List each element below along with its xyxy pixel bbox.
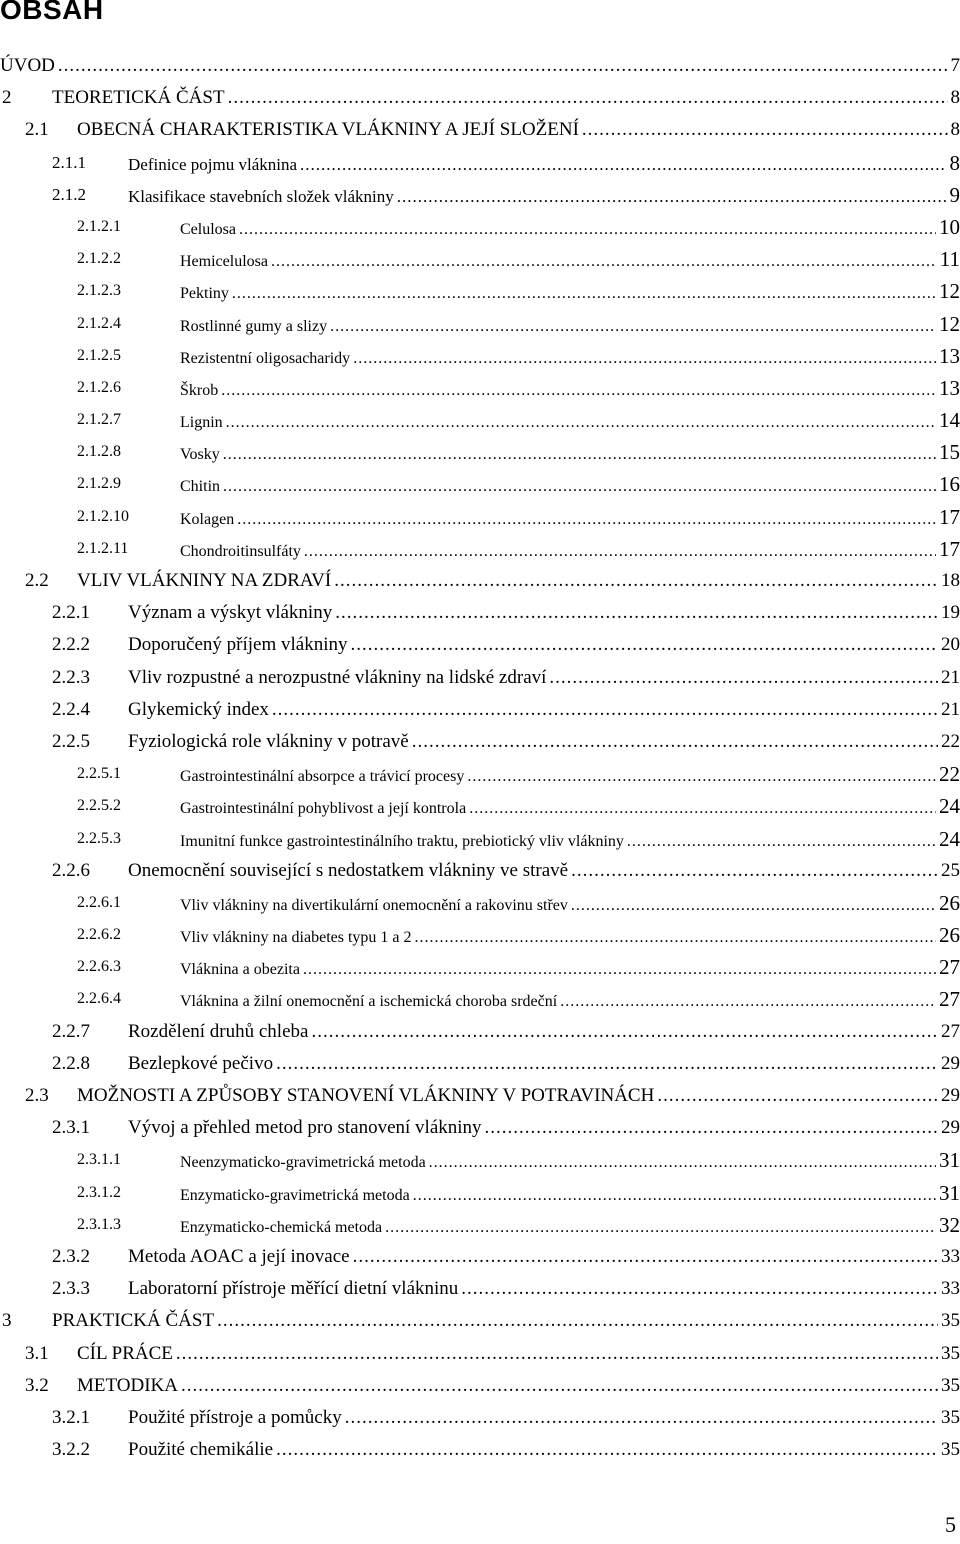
toc-entry-title: Imunitní funkce gastrointestinálního traktu, prebiotický vliv vlákniny [180, 832, 624, 850]
dot-leader [221, 375, 936, 407]
toc-entry[interactable] [0, 887, 960, 919]
dot-leader [311, 1016, 938, 1048]
toc-entry[interactable] [0, 308, 960, 340]
toc-entry-line [0, 243, 960, 278]
toc-entry-line [0, 179, 960, 213]
toc-entry-title: Kolagen [180, 510, 235, 528]
toc-entry-page: 11 [939, 247, 960, 272]
toc-entry-title: Gastrointestinální pohyblivost a její kontrola [180, 800, 467, 818]
toc-entry-line [0, 147, 960, 181]
toc-entry[interactable] [0, 597, 960, 629]
toc-entry-line [0, 404, 960, 439]
toc-entry-line [0, 790, 960, 825]
toc-entry-number: 2.3.1.1 [77, 1151, 121, 1169]
toc-entry-title: Lignin [180, 414, 223, 432]
toc-entry-page: 35 [941, 1342, 960, 1364]
dot-leader [351, 629, 938, 661]
toc-entry-line [0, 1273, 960, 1305]
toc-entry-line [0, 629, 960, 661]
toc-entry[interactable] [0, 1273, 960, 1305]
dot-leader [276, 1048, 938, 1080]
toc-entry-line [0, 1209, 960, 1244]
dot-leader [223, 439, 936, 471]
dot-leader [239, 214, 936, 246]
toc-entry-page: 18 [941, 570, 960, 591]
toc-entry-page: 16 [939, 472, 960, 497]
toc-entry-number: 2.3.3 [52, 1278, 90, 1300]
toc-entry-number: 2.2 [25, 570, 49, 591]
toc-entry-line [0, 1338, 960, 1370]
dot-leader [232, 278, 936, 310]
toc-entry-page: 31 [939, 1148, 960, 1173]
dot-leader [549, 662, 938, 694]
toc-entry-number: 2.2.5 [52, 730, 90, 752]
toc-entry-page: 29 [941, 1052, 960, 1074]
toc-entry-line [0, 1434, 960, 1466]
dot-leader [571, 855, 938, 887]
toc-entry-title: Definice pojmu vláknina [128, 154, 298, 174]
toc-entry-page: 13 [939, 343, 960, 368]
toc-entry-line [0, 1112, 960, 1144]
toc-entry[interactable] [0, 82, 960, 114]
toc-entry-line [0, 308, 960, 343]
dot-leader [461, 1273, 938, 1305]
toc-entry[interactable] [0, 1048, 960, 1080]
dot-leader [627, 826, 936, 858]
toc-entry-number: 2.1.2.5 [77, 346, 121, 364]
toc-entry-page: 35 [941, 1310, 960, 1332]
toc-entry-line [0, 275, 960, 310]
toc-entry[interactable] [0, 1177, 960, 1209]
dot-leader [429, 1147, 936, 1179]
toc-entry-line [0, 887, 960, 922]
toc-entry[interactable] [0, 436, 960, 468]
dot-leader [353, 1241, 938, 1273]
toc-entry[interactable] [0, 823, 960, 855]
dot-leader [272, 694, 938, 726]
toc-entry-page: 8 [949, 150, 960, 175]
toc-entry-title: Vývoj a přehled metod pro stanovení vlákniny [128, 1117, 482, 1139]
toc-entry-line [0, 1370, 960, 1402]
toc-entry-number: 2.2.6.3 [77, 958, 121, 976]
toc-entry-number: 2.2.6.2 [77, 926, 121, 944]
toc-entry[interactable] [0, 951, 960, 983]
dot-leader [226, 407, 936, 439]
toc-entry-number: 2 [2, 87, 12, 109]
toc-entry-number: 2.2.6.4 [77, 990, 121, 1008]
toc-entry-number: 2.1.2 [52, 184, 86, 204]
toc-entry[interactable] [0, 694, 960, 726]
toc-entry-line [0, 694, 960, 726]
toc-entry-title: Doporučený příjem vlákniny [128, 634, 348, 656]
toc-entry[interactable] [0, 1209, 960, 1241]
toc-entry[interactable] [0, 50, 960, 82]
toc-entry-page: 26 [939, 923, 960, 948]
toc-entry[interactable] [0, 1080, 960, 1112]
dot-leader [181, 1370, 938, 1402]
toc-entry-page: 17 [939, 536, 960, 561]
toc-entry-number: 3.2.2 [52, 1439, 90, 1461]
toc-entry-title: Vliv vlákniny na divertikulární onemocnění a rakovinu střev [180, 896, 568, 914]
dot-leader [353, 343, 936, 375]
toc-entry[interactable] [0, 468, 960, 500]
toc-entry-title: Glykemický index [128, 698, 269, 720]
toc-entry-page: 21 [941, 666, 960, 688]
toc-entry-number: ÚVOD [0, 55, 55, 76]
toc-entry-title: Enzymaticko-chemická metoda [180, 1218, 383, 1236]
toc-entry-title: Chitin [180, 478, 221, 496]
toc-entry-number: 3.1 [25, 1342, 49, 1364]
toc-entry-page: 8 [950, 87, 960, 109]
toc-entry[interactable] [0, 1305, 960, 1337]
toc-entry[interactable] [0, 372, 960, 404]
toc-entry-line [0, 1305, 960, 1337]
dot-leader [385, 1212, 936, 1244]
toc-entry-line [0, 662, 960, 694]
toc-entry-page: 26 [939, 890, 960, 915]
toc-entry[interactable] [0, 983, 960, 1015]
toc-entry-line [0, 50, 960, 82]
toc-entry-line [0, 1402, 960, 1434]
dot-leader [415, 922, 936, 954]
toc-entry-number: 2.1 [25, 119, 49, 141]
dot-leader [304, 536, 936, 568]
toc-entry[interactable] [0, 855, 960, 887]
dot-leader [469, 793, 936, 825]
toc-entry-title: Chondroitinsulfáty [180, 542, 301, 560]
toc-entry-number: 2.2.4 [52, 698, 90, 720]
toc-entry-page: 13 [939, 375, 960, 400]
toc-entry-number: 2.2.3 [52, 666, 90, 688]
toc-entry-title: Laboratorní přístroje měřící dietní vlákninu [128, 1278, 459, 1300]
toc-entry-number: 2.3.1 [52, 1117, 90, 1139]
toc-entry-page: 8 [950, 119, 960, 141]
toc-entry-title: Rezistentní oligosacharidy [180, 349, 351, 367]
toc-entry-number: 2.1.2.1 [77, 217, 121, 235]
toc-entry-page: 35 [941, 1406, 960, 1428]
dot-leader [176, 1338, 938, 1370]
toc-entry-page: 32 [939, 1212, 960, 1237]
toc-entry-number: 2.3 [25, 1085, 49, 1106]
toc-entry-number: 2.1.2.8 [77, 443, 121, 461]
toc-entry-page: 21 [941, 698, 960, 720]
page-title: OBSAH [0, 0, 104, 25]
toc-entry-title: Klasifikace stavebních složek vlákniny [128, 186, 394, 206]
toc-entry-number: 3.2 [25, 1374, 49, 1396]
toc-entry-number: 2.1.2.9 [77, 475, 121, 493]
toc-entry-number: 2.2.6 [52, 859, 90, 881]
toc-entry-page: 22 [939, 762, 960, 787]
page-number: 5 [945, 1512, 956, 1537]
toc-entry[interactable] [0, 726, 960, 758]
toc-entry-line [0, 114, 960, 146]
toc-entry-line [0, 919, 960, 954]
toc-entry-title: Bezlepkové pečivo [128, 1052, 274, 1074]
toc-entry-line [0, 1048, 960, 1080]
toc-entry[interactable] [0, 662, 960, 694]
toc-entry-line [0, 823, 960, 858]
toc-entry-number: 2.3.1.3 [77, 1215, 121, 1233]
toc-entry-page: 24 [939, 794, 960, 819]
toc-entry-title: Vláknina a žilní onemocnění a ischemická choroba srdeční [180, 993, 558, 1011]
toc-entry-number: 2.2.8 [52, 1052, 90, 1074]
toc-entry-page: 35 [941, 1439, 960, 1461]
toc-entry-title: Vliv vlákniny na diabetes typu 1 a 2 [180, 929, 412, 947]
toc-entry[interactable] [0, 404, 960, 436]
toc-entry-number: 2.1.2.11 [77, 539, 129, 557]
table-of-contents [0, 50, 960, 1466]
toc-entry-line [0, 82, 960, 114]
toc-entry-title: Fyziologická role vlákniny v potravě [128, 730, 409, 752]
toc-entry-line [0, 855, 960, 887]
toc-entry-page: 14 [939, 408, 960, 433]
toc-entry-page: 10 [939, 214, 960, 239]
toc-entry[interactable] [0, 1241, 960, 1273]
toc-entry-number: 2.2.2 [52, 634, 90, 656]
toc-entry-title: Enzymaticko-gravimetrická metoda [180, 1186, 410, 1204]
toc-entry[interactable] [0, 919, 960, 951]
toc-entry-page: 12 [939, 311, 960, 336]
dot-leader [303, 954, 936, 986]
toc-entry-title: METODIKA [77, 1374, 178, 1396]
toc-entry-page: 29 [941, 1117, 960, 1139]
toc-entry-page: 33 [941, 1278, 960, 1300]
toc-entry-title: TEORETICKÁ ČÁST [52, 87, 225, 109]
toc-entry-title: Použité chemikálie [128, 1439, 274, 1461]
toc-entry-page: 27 [941, 1020, 960, 1042]
dot-leader [560, 986, 936, 1018]
toc-entry-title: Vliv rozpustné a nerozpustné vlákniny na lidské zdraví [128, 666, 547, 688]
toc-entry-line [0, 1241, 960, 1273]
toc-entry-title: VLIV VLÁKNINY NA ZDRAVÍ [77, 570, 332, 591]
dot-leader [237, 504, 936, 536]
toc-entry-line [0, 468, 960, 503]
toc-entry-title: Pektiny [180, 285, 229, 303]
toc-entry-line [0, 951, 960, 986]
dot-leader [413, 1180, 936, 1212]
toc-entry-line [0, 726, 960, 758]
toc-entry-line [0, 436, 960, 471]
toc-entry-page: 25 [941, 859, 960, 881]
toc-entry[interactable] [0, 275, 960, 307]
toc-entry-page: 27 [939, 955, 960, 980]
toc-entry-title: Rozdělení druhů chleba [128, 1020, 309, 1042]
dot-leader [334, 565, 938, 597]
toc-entry-page: 33 [941, 1245, 960, 1267]
toc-entry-number: 2.3.1.2 [77, 1183, 121, 1201]
toc-entry-page: 20 [941, 634, 960, 656]
toc-entry-line [0, 597, 960, 629]
toc-entry-title: Použité přístroje a pomůcky [128, 1406, 342, 1428]
toc-entry[interactable] [0, 340, 960, 372]
toc-entry[interactable] [0, 147, 960, 179]
toc-entry-number: 2.2.1 [52, 602, 90, 624]
toc-entry-line [0, 1177, 960, 1212]
toc-entry-page: 17 [939, 504, 960, 529]
toc-entry-title: Celulosa [180, 220, 236, 238]
toc-entry-page: 22 [941, 730, 960, 752]
toc-entry-number: 2.3.2 [52, 1245, 90, 1267]
toc-entry-page: 7 [950, 55, 960, 76]
toc-entry-number: 2.1.2.3 [77, 282, 121, 300]
toc-entry[interactable] [0, 114, 960, 146]
toc-entry[interactable] [0, 565, 960, 597]
toc-entry-line [0, 340, 960, 375]
toc-entry-title: PRAKTICKÁ ČÁST [52, 1310, 215, 1332]
toc-entry-number: 2.1.2.10 [77, 507, 129, 525]
toc-entry-page: 19 [941, 602, 960, 624]
toc-entry-title: CÍL PRÁCE [77, 1342, 173, 1364]
dot-leader [485, 1112, 938, 1144]
toc-entry-number: 2.1.2.7 [77, 411, 121, 429]
dot-leader [412, 726, 938, 758]
toc-entry-number: 3.2.1 [52, 1406, 90, 1428]
dot-leader [217, 1305, 938, 1337]
toc-entry[interactable] [0, 790, 960, 822]
dot-leader [345, 1402, 938, 1434]
toc-entry[interactable] [0, 1402, 960, 1434]
toc-entry-page: 15 [939, 440, 960, 465]
toc-entry-number: 2.1.1 [52, 152, 86, 172]
toc-entry-page: 12 [939, 279, 960, 304]
toc-entry-line [0, 1016, 960, 1048]
toc-entry-line [0, 533, 960, 568]
toc-entry-number: 2.2.7 [52, 1020, 90, 1042]
toc-entry-page: 29 [941, 1085, 960, 1106]
toc-entry-line [0, 1080, 960, 1112]
dot-leader [58, 50, 948, 82]
dot-leader [228, 82, 948, 114]
toc-entry-page: 35 [941, 1374, 960, 1396]
toc-entry-title: Význam a výskyt vlákniny [128, 602, 333, 624]
toc-entry-number: 3 [2, 1310, 12, 1332]
toc-entry-number: 2.2.5.2 [77, 797, 121, 815]
toc-entry[interactable] [0, 1144, 960, 1176]
dot-leader [223, 471, 936, 503]
toc-entry-line [0, 1144, 960, 1179]
toc-entry-number: 2.2.6.1 [77, 893, 121, 911]
dot-leader [467, 761, 936, 793]
dot-leader [271, 246, 937, 278]
toc-entry-title: Metoda AOAC a její inovace [128, 1245, 350, 1267]
toc-entry-page: 31 [939, 1180, 960, 1205]
toc-entry[interactable] [0, 533, 960, 565]
dot-leader [335, 597, 938, 629]
dot-leader [657, 1080, 938, 1112]
toc-entry-title: MOŽNOSTI A ZPŮSOBY STANOVENÍ VLÁKNINY V POTRAVINÁCH [77, 1085, 655, 1106]
toc-entry[interactable] [0, 243, 960, 275]
toc-entry[interactable] [0, 179, 960, 211]
toc-entry-line [0, 501, 960, 536]
toc-entry-line [0, 758, 960, 793]
toc-entry-line [0, 372, 960, 407]
toc-entry[interactable] [0, 758, 960, 790]
toc-entry-page: 24 [939, 826, 960, 851]
toc-entry[interactable] [0, 1434, 960, 1466]
toc-entry-title: Neenzymaticko-gravimetrická metoda [180, 1154, 426, 1172]
dot-leader [276, 1434, 938, 1466]
dot-leader [300, 149, 946, 181]
toc-entry-title: Gastrointestinální absorpce a trávicí procesy [180, 768, 465, 786]
toc-entry[interactable] [0, 1112, 960, 1144]
dot-leader [330, 311, 936, 343]
toc-entry-number: 2.1.2.2 [77, 250, 121, 268]
toc-entry-page: 9 [949, 182, 960, 207]
toc-entry-title: Onemocnění související s nedostatkem vlákniny ve stravě [128, 859, 569, 881]
toc-entry[interactable] [0, 211, 960, 243]
toc-entry-title: Vosky [180, 446, 220, 464]
toc-entry-number: 2.1.2.4 [77, 314, 121, 332]
toc-entry[interactable] [0, 629, 960, 661]
toc-entry-number: 2.2.5.1 [77, 765, 121, 783]
toc-entry-title: Škrob [180, 381, 219, 399]
toc-entry-line [0, 565, 960, 597]
toc-entry-line [0, 983, 960, 1018]
toc-entry-title: OBECNÁ CHARAKTERISTIKA VLÁKNINY A JEJÍ SLOŽENÍ [77, 119, 579, 141]
toc-entry-page: 27 [939, 987, 960, 1012]
toc-entry[interactable] [0, 501, 960, 533]
dot-leader [571, 890, 936, 922]
toc-entry[interactable] [0, 1016, 960, 1048]
toc-entry[interactable] [0, 1338, 960, 1370]
toc-entry-title: Vláknina a obezita [180, 961, 300, 979]
toc-entry-title: Rostlinné gumy a slizy [180, 317, 328, 335]
toc-entry[interactable] [0, 1370, 960, 1402]
toc-entry-title: Hemicelulosa [180, 253, 268, 271]
dot-leader [582, 114, 948, 146]
toc-entry-number: 2.1.2.6 [77, 378, 121, 396]
toc-entry-line [0, 211, 960, 246]
dot-leader [397, 181, 947, 213]
toc-entry-number: 2.2.5.3 [77, 829, 121, 847]
